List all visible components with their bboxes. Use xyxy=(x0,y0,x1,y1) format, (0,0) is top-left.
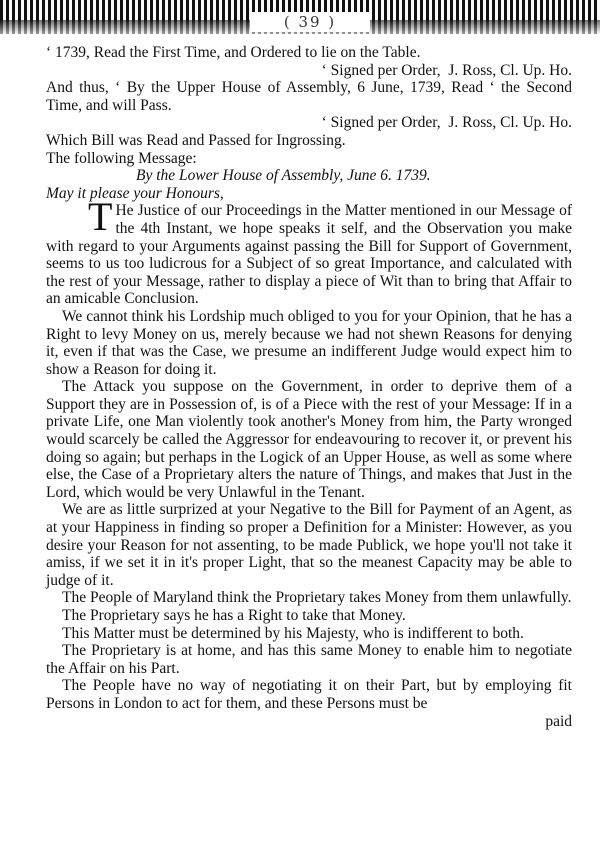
message-salutation: May it please your Honours, xyxy=(46,184,224,202)
paragraph-people-of-maryland: The People of Maryland think the Proprietary takes Money from them unlawfully. xyxy=(62,589,572,607)
message-heading: By the Lower House of Assembly, June 6. 1739. xyxy=(136,167,431,185)
paragraph-justice-text: He Justice of our Proceedings in the Matter mentioned in our Message of the 4th Instant, we hope speaks it self, and the Observation you make with regard to your Arguments against passing the Bill for Support of Government, seems to us too ludicrous for a Subject of so great Importance, and calculated with the rest of your Message, rather to display a piece of Wit than to bring that Affair to an amicable Conclusion. xyxy=(46,202,572,308)
paragraph-justice xyxy=(46,194,572,308)
paragraph-agent: We are as little surprized at your Negative to the Bill for Payment of an Agent, as at your Happiness in finding so proper a Definition for a Minister: However, as you desire your Reason for not assenting, to be made Publick, we hope you'll not take it amiss, if we set it in it's proper Light, that so the meanest Capacity may be able to judge of it. xyxy=(46,501,572,589)
page-number: ( 39 ) xyxy=(250,12,370,32)
paragraph-following-message: The following Message: xyxy=(46,149,197,167)
paragraph-first-reading: ‘ 1739, Read the First Time, and Ordered to lie on the Table. xyxy=(46,44,421,61)
document-body xyxy=(46,44,572,730)
paragraph-proprietary-right: The Proprietary says he has a Right to take that Money. xyxy=(62,607,406,624)
signature-line-2: ‘ Signed per Order, J. Ross, Cl. Up. Ho. xyxy=(321,114,572,132)
paragraph-second-reading: And thus, ‘ By the Upper House of Assembly, 6 June, 1739, Read ‘ the Second Time, and will Pass. xyxy=(46,79,572,114)
paragraph-people-negotiating: The People have no way of negotiating it on their Part, but by employing fit Persons in London to act for them, and these Persons must be xyxy=(46,677,572,712)
signature-line-1: ‘ Signed per Order, J. Ross, Cl. Up. Ho. xyxy=(321,61,572,79)
paragraph-lordship: We cannot think his Lordship much obliged to you for your Opinion, that he has a Right to levy Money on us, merely because we had not shewn Reasons for denying it, even if that was the Case, we presume an indifferent Judge would expect him to show a Reason for doing it. xyxy=(46,307,572,378)
drop-cap: T xyxy=(88,194,113,240)
paragraph-bill-passed: Which Bill was Read and Passed for Ingrossing. xyxy=(46,131,346,149)
paragraph-proprietary-home: The Proprietary is at home, and has this same Money to enable him to negotiate the Affair on his Part. xyxy=(46,642,572,677)
paragraph-majesty: This Matter must be determined by his Majesty, who is indifferent to both. xyxy=(62,624,524,642)
paragraph-attack: The Attack you suppose on the Government, in order to deprive them of a Support they are in Possession of, is of a Piece with the rest of your Message: If in a private Life, one Man violently took another's Money from him, the Party wronged would scarcely be called the Aggressor for endeavouring to recover it, or prevent his doing so again; but perhaps in the Logick of an Upper House, as well as some where else, the Case of a Proprietary alters the nature of Things, and makes that Just in the Lord, which would be very Unlawful in the Tenant. xyxy=(46,378,572,501)
catchword: paid xyxy=(545,712,572,730)
